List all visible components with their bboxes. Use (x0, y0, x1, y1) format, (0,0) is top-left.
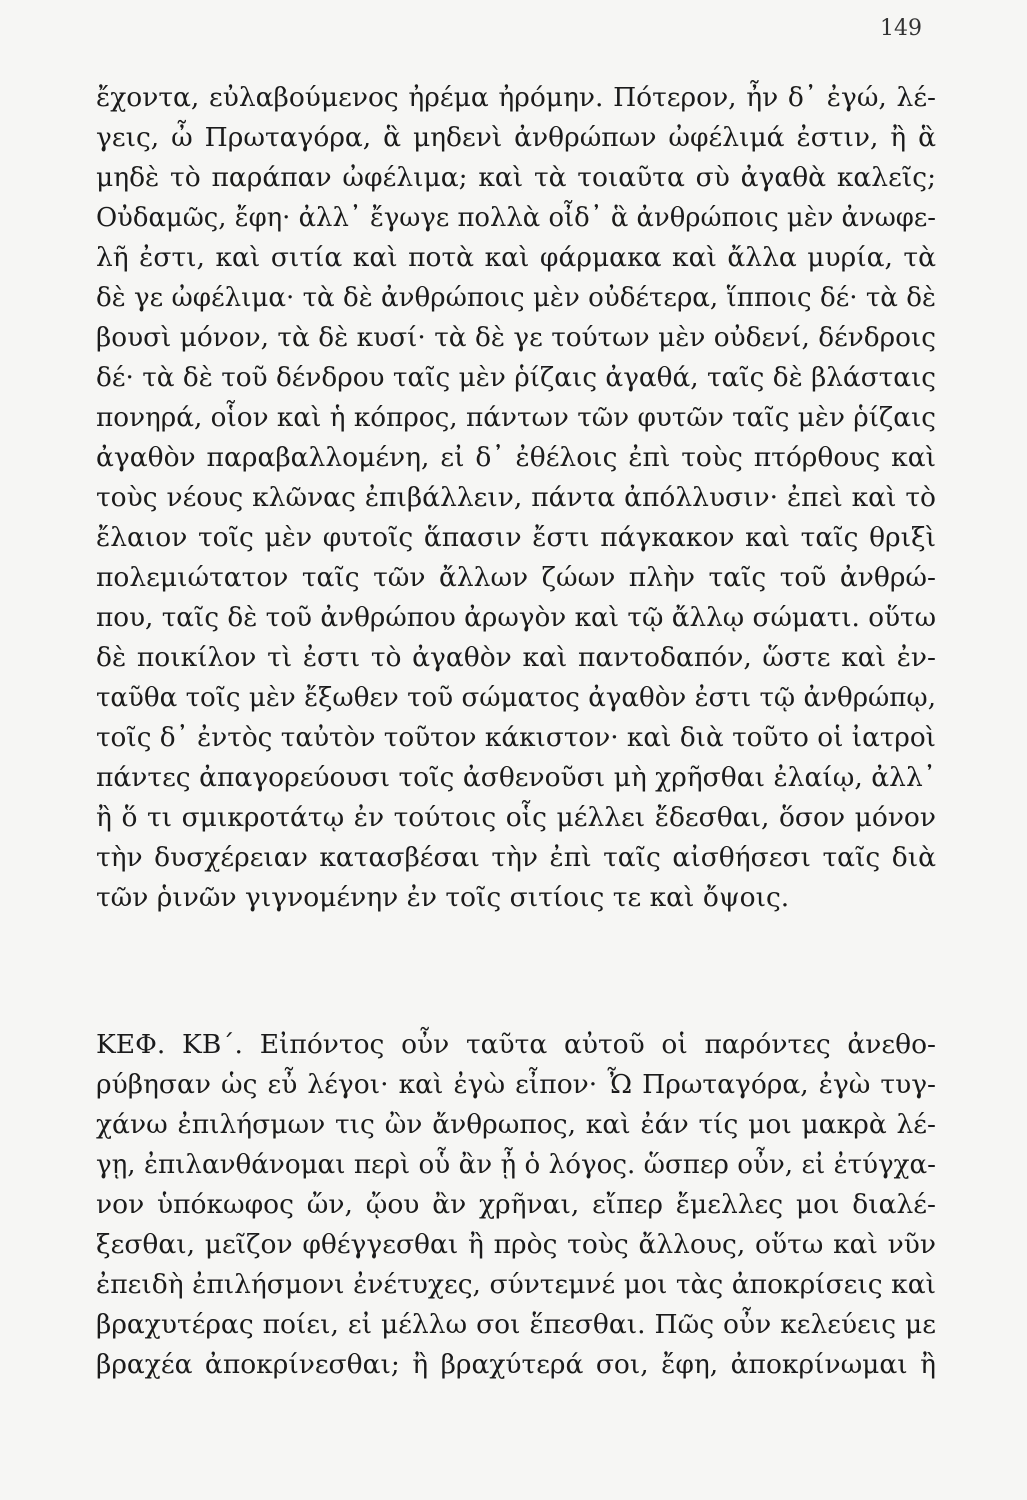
paragraph-2 (96, 1025, 936, 1385)
text-line: τοὺς νέους κλῶνας ἐπιβάλλειν, πάντα ἀπόλλυσιν· ἐπεὶ καὶ τὸ (96, 482, 936, 513)
text-line: γεις, ὦ Πρωταγόρα, ἃ μηδενὶ ἀνθρώπων ὠφέλιμά ἐστιν, ἢ ἃ (96, 122, 936, 153)
text-line: πολεμιώτατον ταῖς τῶν ἄλλων ζώων πλὴν ταῖς τοῦ ἀνθρώ- (96, 562, 936, 593)
paragraph-1 (96, 78, 936, 918)
text-line: Οὐδαμῶς, ἔφη· ἀλλ᾽ ἔγωγε πολλὰ οἶδ᾽ ἃ ἀνθρώποις μὲν ἀνωφε- (96, 203, 936, 233)
text-line: νον ὑπόκωφος ὤν, ᾤου ἂν χρῆναι, εἴπερ ἔμελλες μοι διαλέ- (96, 1189, 936, 1220)
text-line: τοῖς δ᾽ ἐντὸς ταὐτὸν τοῦτον κάκιστον· καὶ διὰ τοῦτο οἱ ἰατροὶ (96, 723, 936, 753)
page-number: 149 (880, 16, 922, 41)
text-line: γῃ, ἐπιλανθάνομαι περὶ οὗ ἂν ᾖ ὁ λόγος. ὥσπερ οὖν, εἰ ἐτύγχα- (96, 1150, 936, 1180)
text-line: μηδὲ τὸ παράπαν ὠφέλιμα; καὶ τὰ τοιαῦτα σὺ ἀγαθὰ καλεῖς; (96, 162, 936, 193)
text-line: ξεσθαι, μεῖζον φθέγγεσθαι ἢ πρὸς τοὺς ἄλλους, οὕτω καὶ νῦν (96, 1229, 936, 1260)
text-line: ρύβησαν ὡς εὖ λέγοι· καὶ ἐγὼ εἶπον· Ὦ Πρωταγόρα, ἐγὼ τυγ- (96, 1069, 936, 1100)
text-line: τὴν δυσχέρειαν κατασβέσαι τὴν ἐπὶ ταῖς αἰσθήσεσι ταῖς διὰ (96, 842, 936, 873)
text-line: ἐπειδὴ ἐπιλήσμονι ἐνέτυχες, σύντεμνέ μοι τὰς ἀποκρίσεις καὶ (96, 1269, 936, 1300)
text-line: πονηρά, οἷον καὶ ἡ κόπρος, πάντων τῶν φυτῶν ταῖς μὲν ῥίζαις (96, 403, 936, 433)
text-line: που, ταῖς δὲ τοῦ ἀνθρώπου ἀρωγὸν καὶ τῷ ἄλλῳ σώματι. οὕτω (96, 603, 936, 633)
text-line: ἢ ὅ τι σμικροτάτῳ ἐν τούτοις οἷς μέλλει ἔδεσθαι, ὅσον μόνον (96, 802, 936, 833)
text-line: χάνω ἐπιλήσμων τις ὢν ἄνθρωπος, καὶ ἐάν τίς μοι μακρὰ λέ- (96, 1109, 936, 1140)
text-line: βουσὶ μόνον, τὰ δὲ κυσί· τὰ δὲ γε τούτων μὲν οὐδενί, δένδροις (96, 323, 936, 353)
text-line: ἀγαθὸν παραβαλλομένη, εἰ δ᾽ ἐθέλοις ἐπὶ τοὺς πτόρθους καὶ (96, 442, 936, 473)
text-line: δέ· τὰ δὲ τοῦ δένδρου ταῖς μὲν ῥίζαις ἀγαθά, ταῖς δὲ βλάσταις (96, 363, 936, 393)
text-line: ταῦθα τοῖς μὲν ἔξωθεν τοῦ σώματος ἀγαθὸν ἐστι τῷ ἀνθρώπῳ, (96, 683, 936, 713)
text-line: πάντες ἀπαγορεύουσι τοῖς ἀσθενοῦσι μὴ χρῆσθαι ἐλαίῳ, ἀλλ᾽ (96, 762, 936, 793)
text-line: τῶν ῥινῶν γιγνομένην ἐν τοῖς σιτίοις τε καὶ ὄψοις. (96, 882, 790, 913)
text-line: ἔλαιον τοῖς μὲν φυτοῖς ἅπασιν ἔστι πάγκακον καὶ ταῖς θριξὶ (96, 522, 936, 553)
text-line: βραχέα ἀποκρίνεσθαι; ἢ βραχύτερά σοι, ἔφη, ἀποκρίνωμαι ἢ (96, 1349, 936, 1380)
text-line: δὲ ποικίλον τὶ ἐστι τὸ ἀγαθὸν καὶ παντοδαπόν, ὥστε καὶ ἐν- (96, 642, 936, 673)
text-line: ΚΕΦ. ΚΒ΄. Εἰπόντος οὖν ταῦτα αὐτοῦ οἱ παρόντες ἀνεθο- (96, 1029, 936, 1060)
text-line: ἔχοντα, εὐλαβούμενος ἠρέμα ἠρόμην. Πότερον, ἦν δ᾽ ἐγώ, λέ- (96, 82, 936, 113)
text-line: δὲ γε ὠφέλιμα· τὰ δὲ ἀνθρώποις μὲν οὐδέτερα, ἵπποις δέ· τὰ δὲ (96, 283, 936, 313)
text-line: βραχυτέρας ποίει, εἰ μέλλω σοι ἕπεσθαι. Πῶς οὖν κελεύεις με (96, 1309, 936, 1340)
text-line: λῆ ἐστι, καὶ σιτία καὶ ποτὰ καὶ φάρμακα καὶ ἄλλα μυρία, τὰ (96, 242, 936, 273)
